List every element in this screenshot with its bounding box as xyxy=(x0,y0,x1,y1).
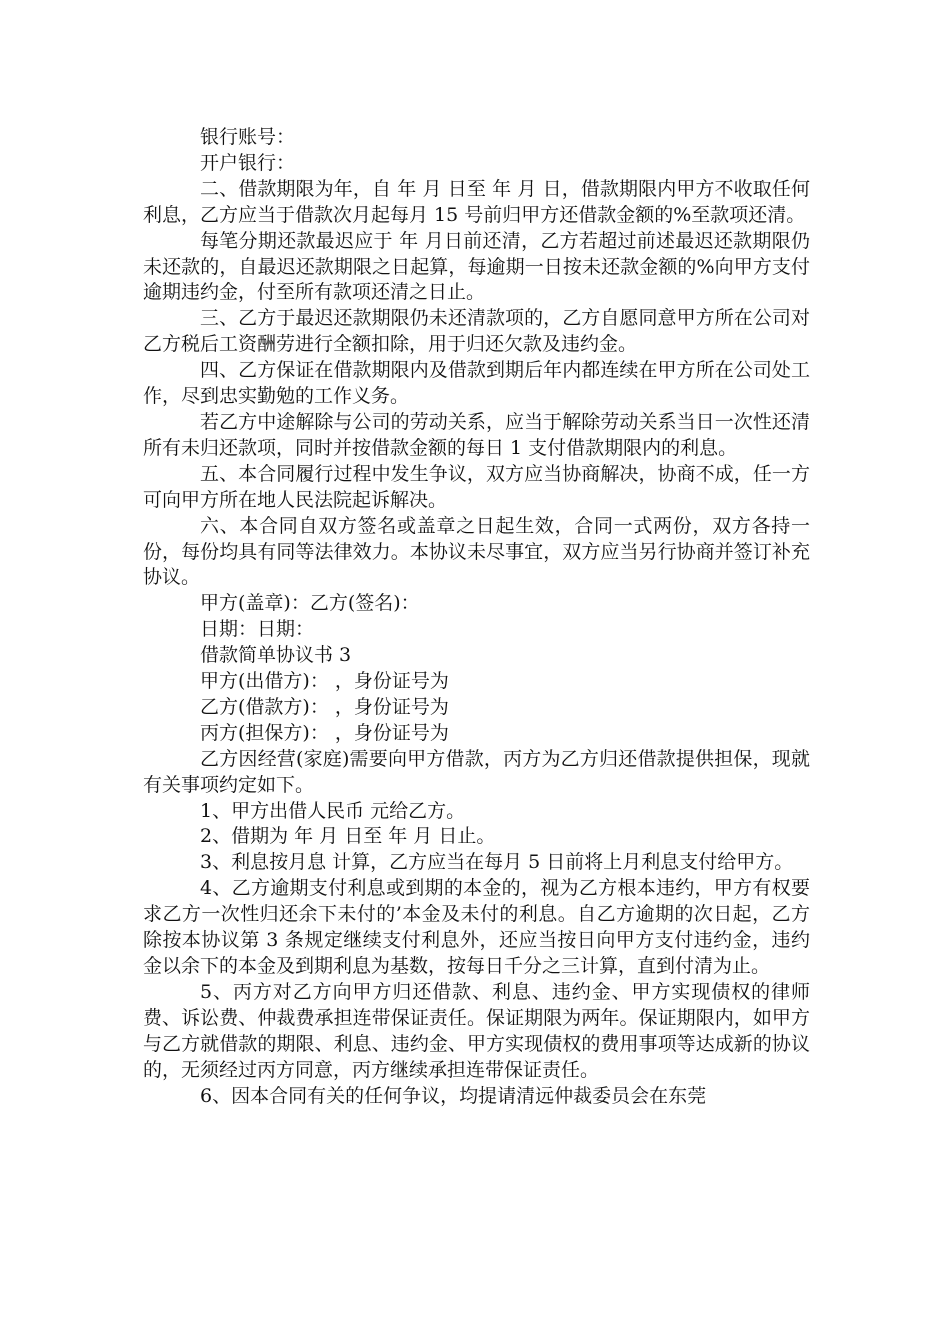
item-1-amount: 1、甲方出借人民币 元给乙方。 xyxy=(200,799,466,822)
clause-3-salary-deduction: 三、乙方于最迟还款期限仍未还清款项的，乙方自愿同意甲方所在公司对乙方税后工资酬劳进行全额扣除，用于归还欠款及违约金。 xyxy=(143,307,810,356)
preamble-paragraph: 乙方因经营(家庭)需要向甲方借款，丙方为乙方归还借款提供担保，现就有关事项约定如下。 xyxy=(143,747,810,796)
installment-paragraph: 每笔分期还款最迟应于 年 月日前还清，乙方若超过前述最迟还款期限仍未还款的，自最迟还款期限之日起算，每逾期一日按未还款金额的%向甲方支付逾期违约金，付至所有款项还清之日止。 xyxy=(143,229,810,304)
item-3-interest: 3、利息按月息 计算，乙方应当在每月 5 日前将上月利息支付给甲方。 xyxy=(200,851,794,874)
party-b-line: 乙方(借款方)： ，身份证号为 xyxy=(200,695,449,718)
bank-account-line: 银行账号： xyxy=(200,126,296,148)
item-2-term: 2、借期为 年 月 日至 年 月 日止。 xyxy=(200,825,496,848)
termination-paragraph: 若乙方中途解除与公司的劳动关系，应当于解除劳动关系当日一次性还清所有未归还款项，同时并按借款金额的每日 1 支付借款期限内的利息。 xyxy=(143,410,810,459)
clause-6-effectiveness: 六、本合同自双方签名或盖章之日起生效，合同一式两份，双方各持一份，每份均具有同等法律效力。本协议未尽事宜，双方应当另行协商并签订补充协议。 xyxy=(143,514,810,589)
item-6-arbitration: 6、因本合同有关的任何争议，均提请清远仲裁委员会在东莞 xyxy=(200,1084,707,1107)
signature-line: 甲方(盖章)：乙方(签名)： xyxy=(200,592,420,615)
date-line: 日期：日期： xyxy=(200,618,315,641)
clause-4-employment: 四、乙方保证在借款期限内及借款到期后年内都连续在甲方所在公司处工作，尽到忠实勤勉的工作义务。 xyxy=(143,359,810,408)
document-body xyxy=(143,125,810,1109)
bank-name-line: 开户银行： xyxy=(200,151,296,174)
clause-5-dispute: 五、本合同履行过程中发生争议，双方应当协商解决，协商不成，任一方可向甲方所在地人民法院起诉解决。 xyxy=(143,462,810,511)
agreement-3-title: 借款简单协议书 3 xyxy=(200,644,352,667)
party-a-line: 甲方(出借方)： ，身份证号为 xyxy=(200,670,449,693)
party-c-line: 丙方(担保方)： ，身份证号为 xyxy=(200,721,449,744)
item-4-default: 4、乙方逾期支付利息或到期的本金的，视为乙方根本违约，甲方有权要求乙方一次性归还余下未付的’本金及未付的利息。自乙方逾期的次日起，乙方除按本协议第 3 条规定继续支付利息外，还应当按日向甲方支付违约金，违约金以余下的本金及到期利息为基数，按每日千分之三计算，直到付清为止。 xyxy=(143,877,810,977)
item-5-guarantee: 5、丙方对乙方向甲方归还借款、利息、违约金、甲方实现债权的律师费、诉讼费、仲裁费承担连带保证责任。保证期限为两年。保证期限内，如甲方与乙方就借款的期限、利息、违约金、甲方实现债权的费用事项等达成新的协议的，无须经过丙方同意，丙方继续承担连带保证责任。 xyxy=(143,980,810,1081)
clause-2-loan-term: 二、借款期限为年，自 年 月 日至 年 月 日，借款期限内甲方不收取任何利息，乙方应当于借款次月起每月 15 号前归甲方还借款金额的%至款项还清。 xyxy=(143,177,810,226)
